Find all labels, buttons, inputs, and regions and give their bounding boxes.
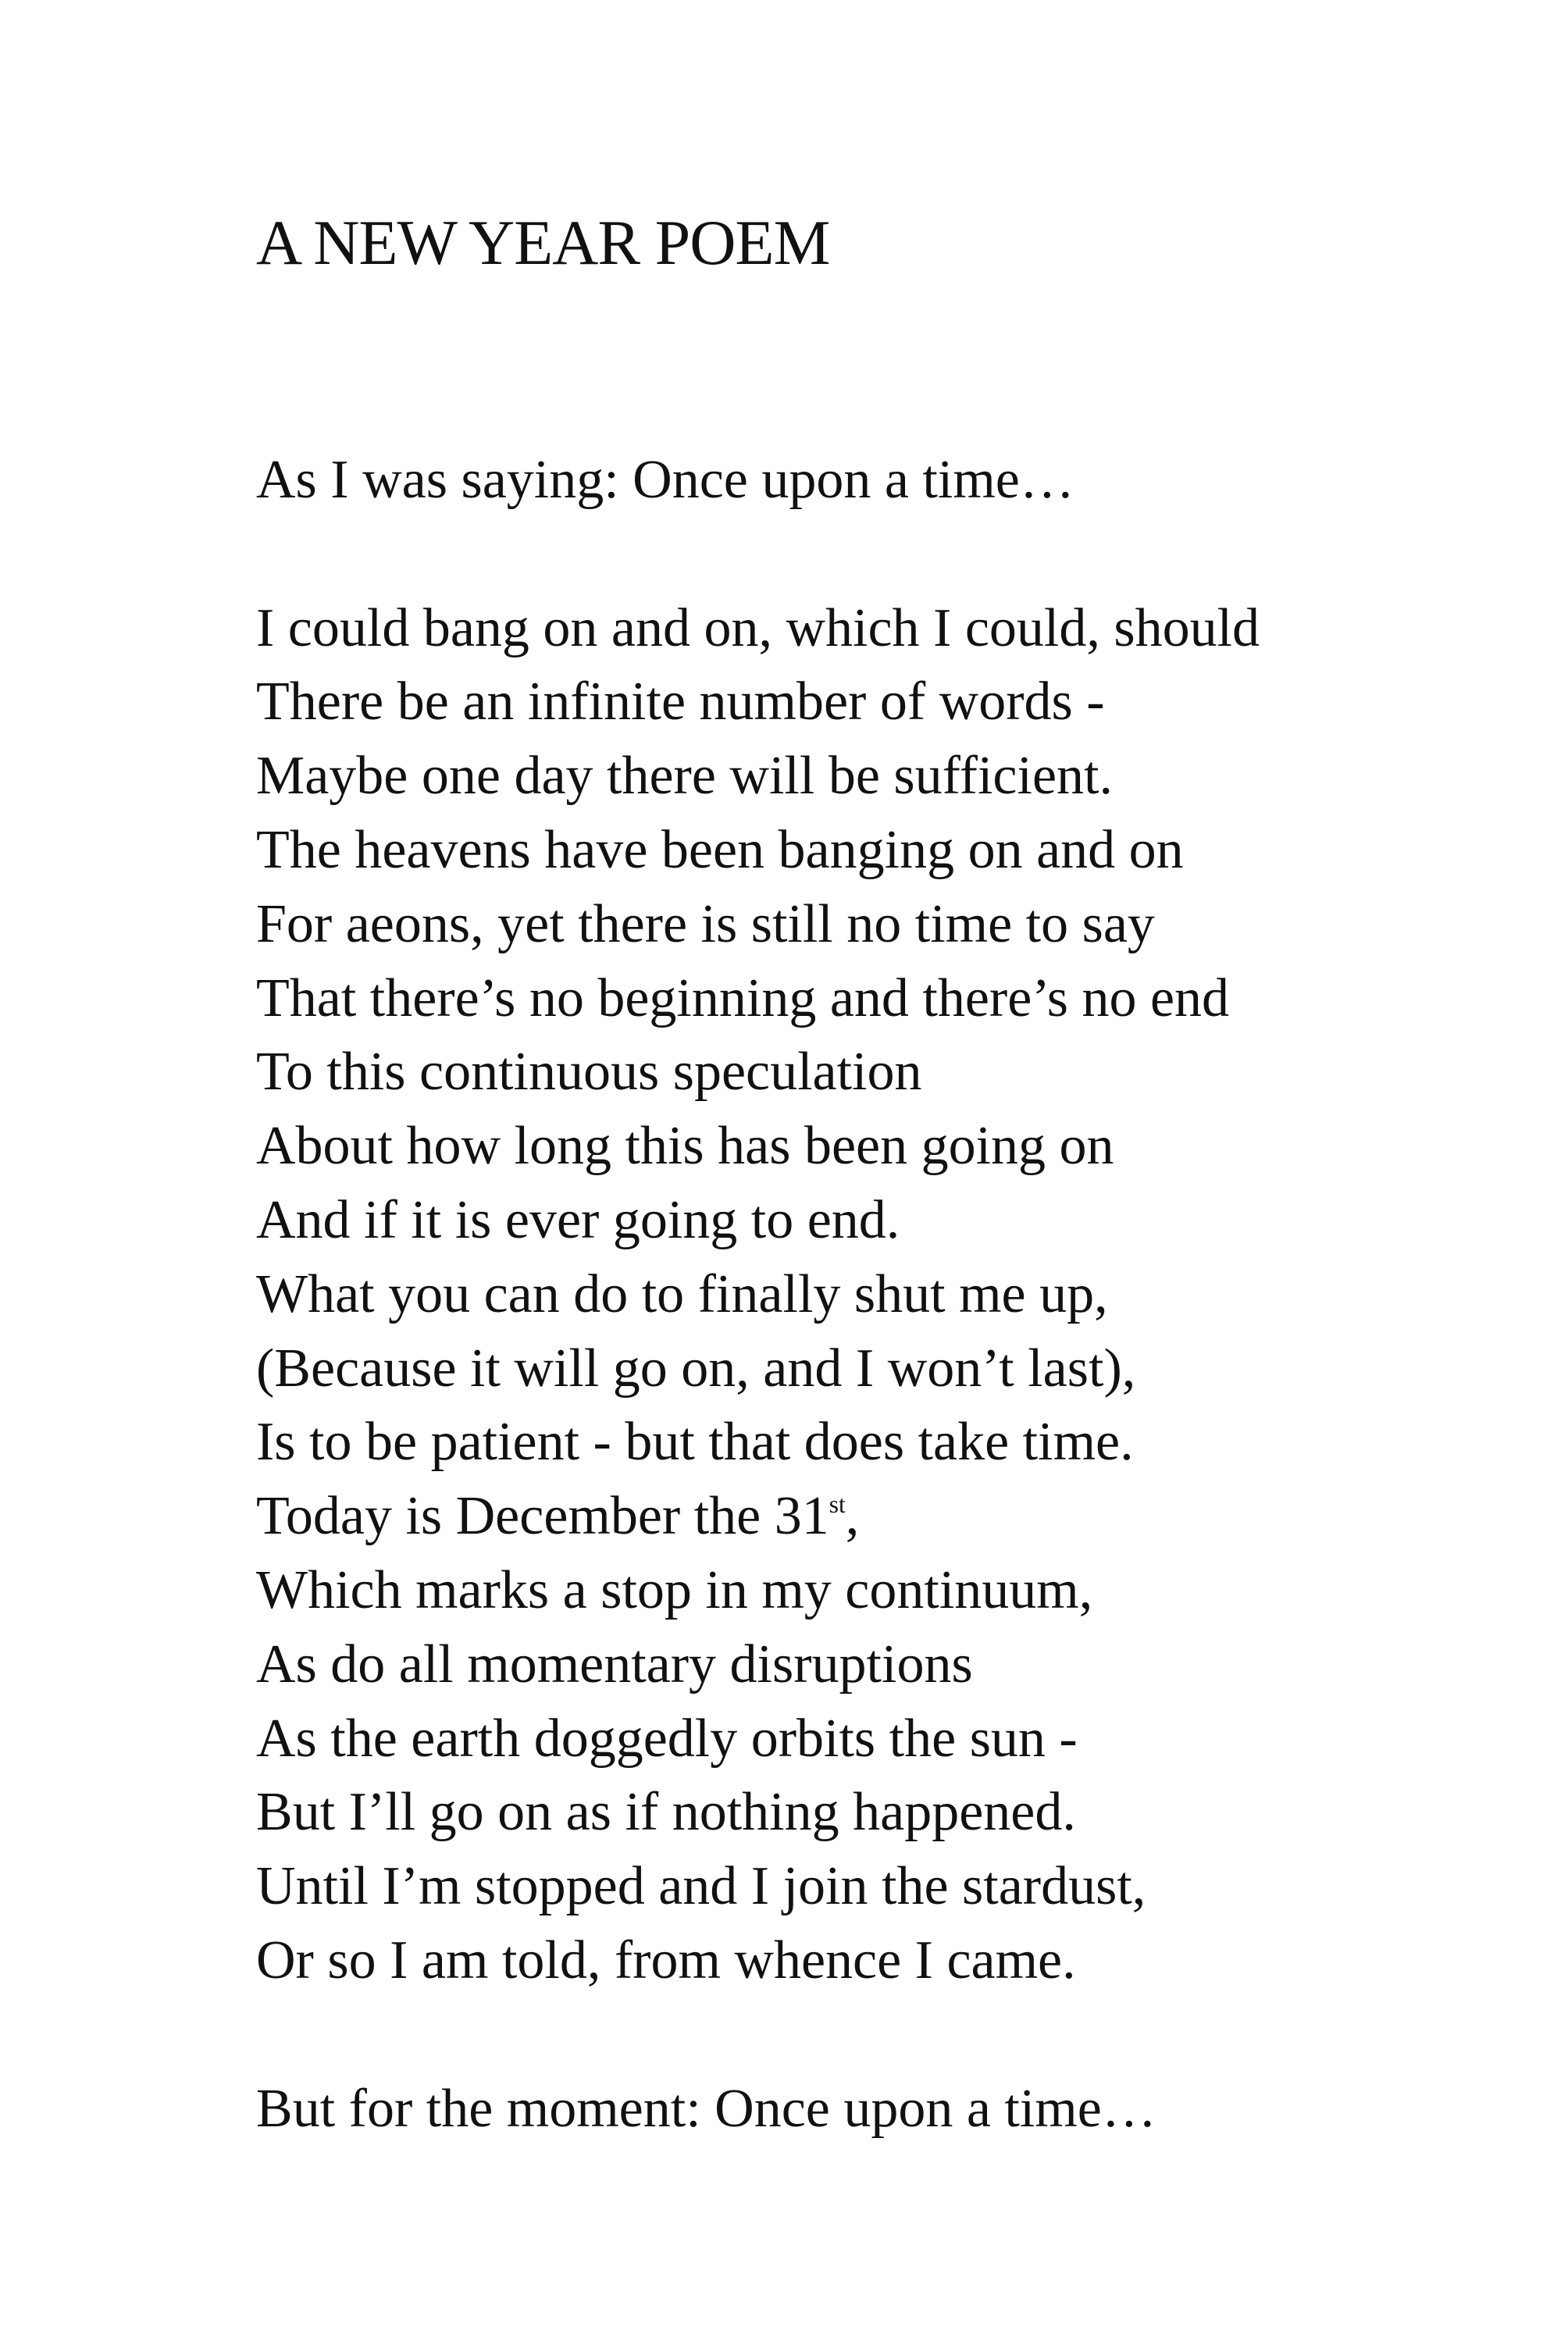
poem-line: Or so I am told, from whence I came. <box>256 1930 1076 1990</box>
date-line-suffix: , <box>845 1486 860 1547</box>
poem-line: (Because it will go on, and I won’t last), <box>256 1338 1136 1399</box>
poem-line: I could bang on and on, which I could, should <box>256 597 1260 658</box>
poem-line: Maybe one day there will be sufficient. <box>256 746 1113 807</box>
ordinal-superscript: st <box>829 1491 846 1519</box>
poem-line: As the earth doggedly orbits the sun - <box>256 1708 1078 1769</box>
poem-line: Is to be patient - but that does take time. <box>256 1412 1134 1473</box>
poem-line: To this continuous speculation <box>256 1042 922 1103</box>
poem-line: What you can do to finally shut me up, <box>256 1263 1108 1324</box>
poem-line: But I’ll go on as if nothing happened. <box>256 1782 1076 1843</box>
poem-line: Which marks a stop in my continuum, <box>256 1559 1093 1620</box>
date-line-prefix: Today is December the 31 <box>256 1486 829 1547</box>
stanza-break <box>256 518 1506 592</box>
stanza-break <box>256 1998 1506 2072</box>
poem-line: The heavens have been banging on and on <box>256 819 1184 880</box>
poem-line: There be an infinite number of words - <box>256 672 1105 732</box>
poem-body <box>256 444 1506 2146</box>
poem-line: As I was saying: Once upon a time… <box>256 450 1074 510</box>
poem-line: About how long this has been going on <box>256 1116 1114 1177</box>
poem-line-date <box>256 1480 1506 1554</box>
poem-line: And if it is ever going to end. <box>256 1189 900 1250</box>
poem-line: As do all momentary disruptions <box>256 1634 973 1695</box>
poem-line: But for the moment: Once upon a time… <box>256 2078 1156 2139</box>
poem-line: For aeons, yet there is still no time to say <box>256 893 1155 954</box>
poem-line: Until I’m stopped and I join the stardust, <box>256 1856 1146 1917</box>
poem-title: A NEW YEAR POEM <box>256 207 830 278</box>
poem-line: That there’s no beginning and there’s no end <box>256 968 1230 1028</box>
